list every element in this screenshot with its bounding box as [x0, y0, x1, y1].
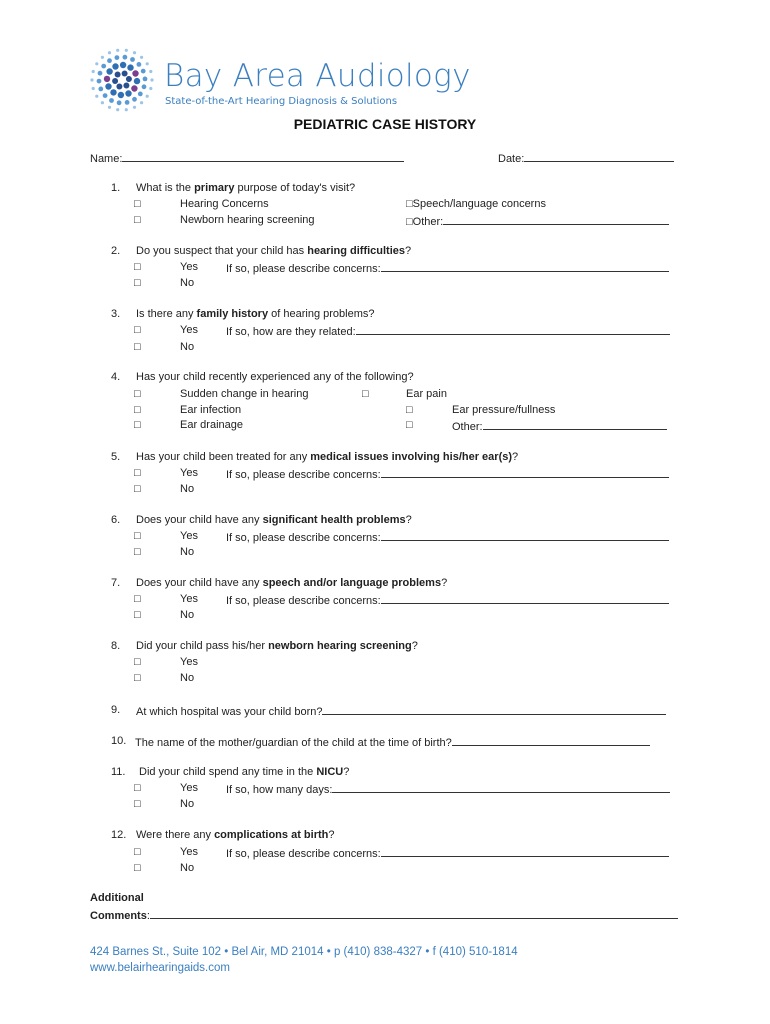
- yes-label: Yes: [180, 261, 198, 273]
- name-label: Name:: [90, 153, 123, 165]
- yes-label: Yes: [180, 782, 198, 794]
- option-label: Ear infection: [180, 404, 242, 416]
- answer-blank[interactable]: [452, 735, 650, 746]
- detail-blank[interactable]: [381, 593, 669, 604]
- checkbox[interactable]: □: [134, 341, 141, 353]
- date-blank[interactable]: [524, 151, 674, 162]
- no-label: No: [180, 483, 195, 495]
- detail-blank[interactable]: [332, 782, 670, 793]
- yes-label: Yes: [180, 530, 198, 542]
- question-number: 11.: [111, 766, 126, 778]
- option-label: Sudden change in hearing: [180, 388, 309, 400]
- no-label: No: [180, 798, 195, 810]
- detail-field[interactable]: If so, please describe concerns:: [226, 261, 669, 275]
- no-label: No: [180, 862, 195, 874]
- name-field[interactable]: [90, 151, 404, 165]
- answer-blank[interactable]: [322, 704, 666, 715]
- detail-blank[interactable]: [381, 530, 669, 541]
- no-label: No: [180, 609, 195, 621]
- checkbox[interactable]: □: [134, 483, 141, 495]
- checkbox[interactable]: □: [362, 388, 369, 400]
- checkbox[interactable]: □: [134, 546, 141, 558]
- other-field[interactable]: □Other:: [406, 214, 669, 228]
- question-number: 5.: [111, 451, 121, 463]
- question-number: 2.: [111, 245, 121, 257]
- checkbox[interactable]: □: [134, 609, 141, 621]
- question-10-field[interactable]: The name of the mother/guardian of the child at the time of birth?: [135, 735, 650, 749]
- question-2-text: Do you suspect that your child has hearing difficulties?: [136, 245, 412, 257]
- question-number: 8.: [111, 640, 121, 652]
- checkbox[interactable]: □: [134, 261, 141, 273]
- checkbox[interactable]: □: [134, 388, 141, 400]
- question-4-text: Has your child recently experienced any of the following?: [136, 371, 414, 383]
- footer-address: 424 Barnes St., Suite 102 • Bel Air, MD 21014 • p (410) 838-4327 • f (410) 510-1814: [90, 946, 518, 958]
- yes-label: Yes: [180, 656, 198, 668]
- question-number: 12.: [111, 829, 127, 841]
- checkbox[interactable]: □: [134, 467, 141, 479]
- detail-field[interactable]: If so, please describe concerns:: [226, 467, 669, 481]
- checkbox[interactable]: □: [134, 530, 141, 542]
- brand-name: Bay Area Audiology: [164, 58, 471, 94]
- question-number: 6.: [111, 514, 121, 526]
- yes-label: Yes: [180, 324, 198, 336]
- question-8-text: Did your child pass his/her newborn hearing screening?: [136, 640, 418, 652]
- option-label[interactable]: □Speech/language concerns: [406, 198, 546, 210]
- comments-field[interactable]: Comments:: [90, 908, 678, 922]
- checkbox[interactable]: □: [134, 846, 141, 858]
- checkbox[interactable]: □: [134, 404, 141, 416]
- option-label: Ear pain: [406, 388, 447, 400]
- checkbox[interactable]: □: [134, 798, 141, 810]
- question-12-text: Were there any complications at birth?: [136, 829, 335, 841]
- detail-field[interactable]: If so, please describe concerns:: [226, 530, 669, 544]
- comments-blank[interactable]: [150, 908, 678, 919]
- additional-label: Additional: [90, 892, 144, 904]
- checkbox[interactable]: □: [134, 214, 141, 226]
- option-label: Hearing Concerns: [180, 198, 269, 210]
- question-5-text: Has your child been treated for any medical issues involving his/her ear(s)?: [136, 451, 519, 463]
- checkbox[interactable]: □: [134, 419, 141, 431]
- detail-blank[interactable]: [381, 261, 669, 272]
- checkbox[interactable]: □: [134, 593, 141, 605]
- no-label: No: [180, 341, 195, 353]
- name-blank[interactable]: [122, 151, 404, 162]
- date-label: Date:: [498, 153, 525, 165]
- other-field[interactable]: Other:: [452, 419, 667, 433]
- checkbox[interactable]: □: [134, 198, 141, 210]
- detail-field[interactable]: If so, how many days:: [226, 782, 670, 796]
- checkbox[interactable]: □: [134, 782, 141, 794]
- question-6-text: Does your child have any significant health problems?: [136, 514, 412, 526]
- detail-blank[interactable]: [381, 467, 669, 478]
- logo-icon: [86, 44, 158, 116]
- question-1-text: What is the primary purpose of today's visit?: [136, 182, 356, 194]
- checkbox[interactable]: □: [134, 862, 141, 874]
- detail-blank[interactable]: [381, 846, 669, 857]
- question-9-field[interactable]: At which hospital was your child born?: [136, 704, 666, 718]
- yes-label: Yes: [180, 846, 198, 858]
- option-label: Ear drainage: [180, 419, 243, 431]
- checkbox[interactable]: □: [134, 324, 141, 336]
- yes-label: Yes: [180, 467, 198, 479]
- detail-field[interactable]: If so, how are they related:: [226, 324, 670, 338]
- checkbox[interactable]: □: [134, 277, 141, 289]
- detail-blank[interactable]: [356, 324, 670, 335]
- question-number: 9.: [111, 704, 121, 716]
- other-blank[interactable]: [483, 419, 667, 430]
- no-label: No: [180, 277, 195, 289]
- detail-field[interactable]: If so, please describe concerns:: [226, 846, 669, 860]
- option-label: Newborn hearing screening: [180, 214, 315, 226]
- question-number: 1.: [111, 182, 121, 194]
- no-label: No: [180, 546, 195, 558]
- checkbox[interactable]: □: [406, 419, 413, 431]
- footer-website[interactable]: www.belairhearingaids.com: [90, 962, 230, 974]
- question-7-text: Does your child have any speech and/or language problems?: [136, 577, 448, 589]
- detail-field[interactable]: If so, please describe concerns:: [226, 593, 669, 607]
- question-11-text: Did your child spend any time in the NICU?: [139, 766, 350, 778]
- other-blank[interactable]: [443, 214, 669, 225]
- question-number: 3.: [111, 308, 121, 320]
- yes-label: Yes: [180, 593, 198, 605]
- checkbox[interactable]: □: [406, 404, 413, 416]
- option-label: Ear pressure/fullness: [452, 404, 556, 416]
- form-title: PEDIATRIC CASE HISTORY: [293, 116, 477, 132]
- question-number: 4.: [111, 371, 121, 383]
- question-number: 10.: [111, 735, 127, 747]
- checkbox[interactable]: □: [134, 672, 141, 684]
- question-3-text: Is there any family history of hearing problems?: [136, 308, 375, 320]
- question-number: 7.: [111, 577, 121, 589]
- checkbox[interactable]: □: [134, 656, 141, 668]
- date-field[interactable]: [498, 151, 674, 165]
- no-label: No: [180, 672, 195, 684]
- brand-tagline: State-of-the-Art Hearing Diagnosis & Solutions: [165, 96, 398, 107]
